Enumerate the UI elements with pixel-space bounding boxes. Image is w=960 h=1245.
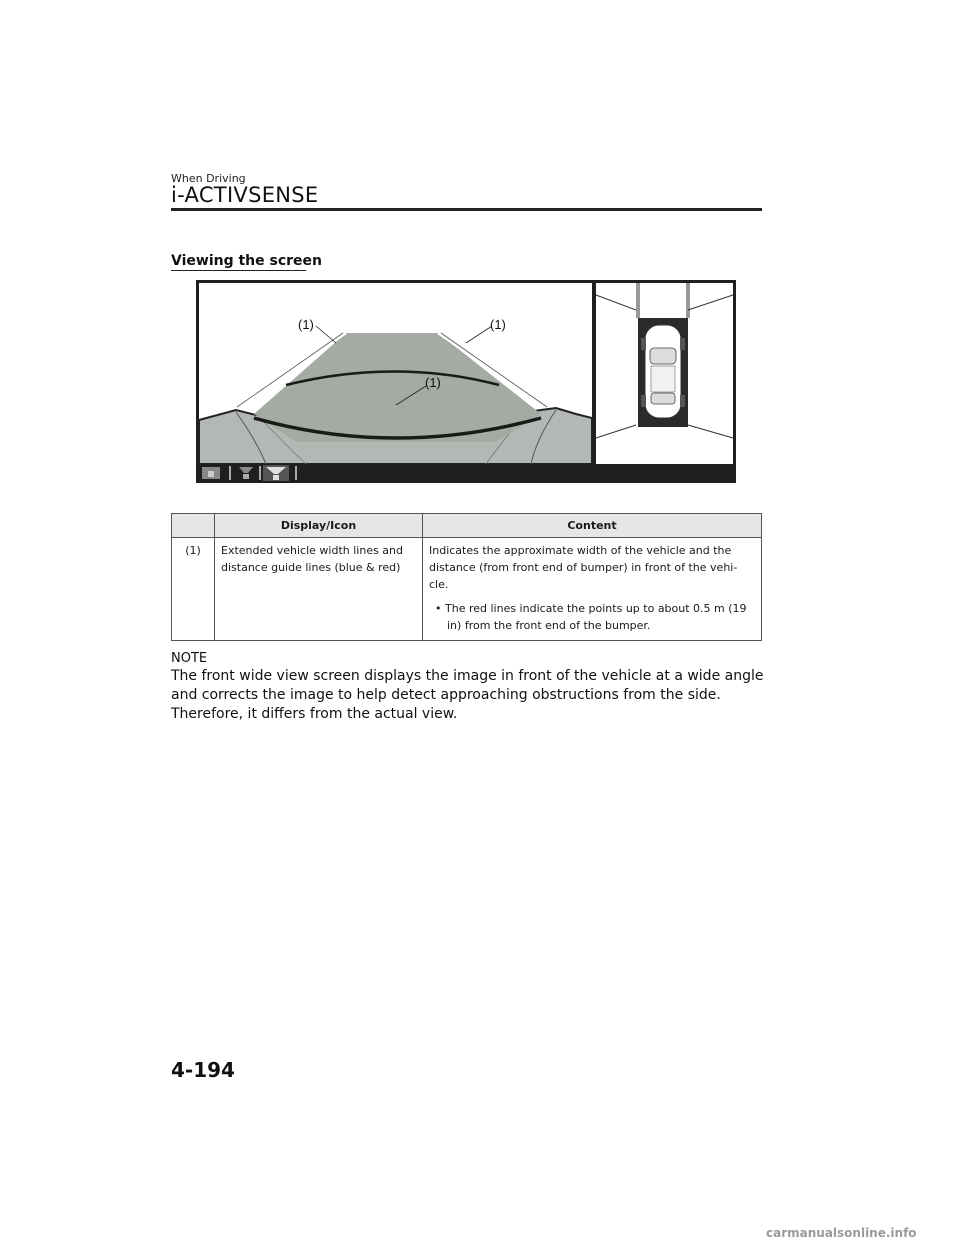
table-row bbox=[172, 538, 762, 641]
vehicle-roof bbox=[651, 366, 675, 392]
camera-mode-icon bbox=[202, 467, 220, 479]
heading-underline bbox=[171, 270, 306, 271]
display-content-table bbox=[171, 513, 762, 641]
front-wide-view-screen-figure bbox=[196, 280, 736, 483]
note-label: NOTE bbox=[171, 651, 208, 666]
vehicle-windshield bbox=[650, 348, 676, 364]
front-wide-view-icon bbox=[263, 465, 289, 481]
row-display: Extended vehicle width lines and distance guide lines (blue & red) bbox=[215, 538, 423, 641]
header-divider bbox=[171, 208, 762, 211]
table-header-display: Display/Icon bbox=[215, 514, 423, 538]
table-header-num bbox=[172, 514, 215, 538]
icon-separator-1 bbox=[229, 466, 231, 480]
icon-separator-2 bbox=[259, 466, 261, 480]
section-label: When Driving bbox=[171, 172, 246, 185]
row-bullet: • The red lines indicate the points up to about 0.5 m (19 in) from the front end of the bumper. bbox=[435, 602, 747, 632]
row-bullet-text: The red lines indicate the points up to about 0.5 m (19 in) from the front end of the bumper. bbox=[445, 602, 747, 632]
table-header-content: Content bbox=[423, 514, 762, 538]
watermark: carmanualsonline.info bbox=[766, 1226, 917, 1240]
wheel-front-left bbox=[641, 338, 646, 350]
section-heading: Viewing the screen bbox=[171, 253, 322, 269]
icon-separator-3 bbox=[295, 466, 297, 480]
wheel-rear-left bbox=[641, 395, 646, 407]
vehicle-rear-window bbox=[651, 393, 675, 404]
row-content: Indicates the approximate width of the vehicle and the distance (from front end of bumper) in front of the vehi-cle. bbox=[429, 544, 738, 591]
row-number: (1) bbox=[172, 538, 215, 641]
row-content-cell bbox=[423, 538, 762, 641]
callout-label-right: (1) bbox=[490, 317, 506, 332]
table-header-row bbox=[172, 514, 762, 538]
wheel-rear-right bbox=[680, 395, 685, 407]
page-number: 4-194 bbox=[171, 1058, 235, 1082]
note-text: The front wide view screen displays the image in front of the vehicle at a wide angle and corrects the image to help detect approaching obstructions from the side. Therefore, it differs from the actual view. bbox=[171, 668, 764, 722]
callout-label-left: (1) bbox=[298, 317, 314, 332]
wheel-front-right bbox=[680, 338, 685, 350]
callout-label-center: (1) bbox=[425, 375, 441, 390]
chapter-title: i-ACTIVSENSE bbox=[171, 183, 319, 207]
